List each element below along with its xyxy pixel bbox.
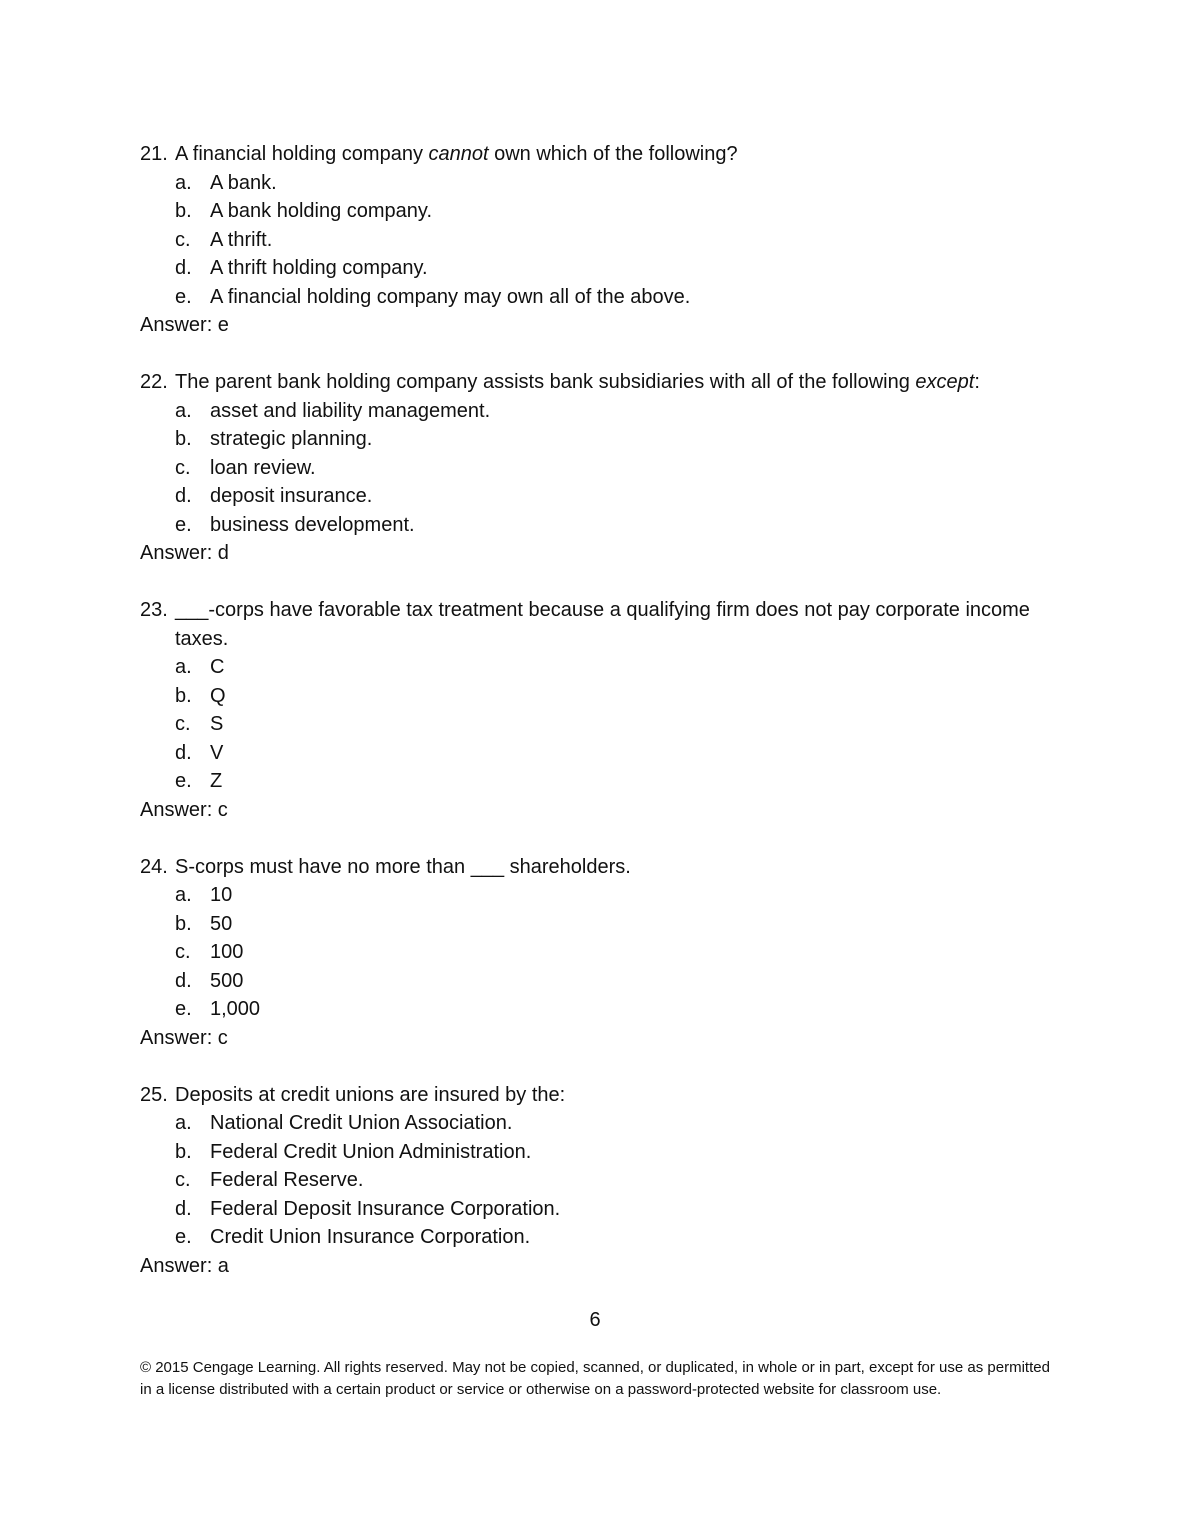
option-text: A thrift. <box>210 228 273 251</box>
option-item <box>140 1138 1050 1167</box>
option-item <box>140 1195 1050 1224</box>
option-letter: d. <box>175 969 192 992</box>
option-letter: b. <box>175 912 192 935</box>
option-letter: a. <box>175 171 192 194</box>
option-text: 500 <box>210 969 244 992</box>
question-stem <box>140 1081 1050 1110</box>
option-letter: a. <box>175 399 192 422</box>
option-item <box>140 910 1050 939</box>
option-item <box>140 397 1050 426</box>
option-text: business development. <box>210 513 415 536</box>
stem-emphasis: cannot <box>428 143 489 165</box>
option-text: A thrift holding company. <box>210 257 428 279</box>
option-text: Q <box>210 684 226 707</box>
option-text: 1,000 <box>210 998 261 1020</box>
option-text: strategic planning. <box>210 428 373 450</box>
option-item <box>140 1223 1050 1252</box>
answer-key: Answer: e <box>140 314 229 336</box>
option-text: 10 <box>210 884 233 906</box>
option-item <box>140 283 1050 312</box>
option-letter: c. <box>175 456 191 479</box>
option-text: deposit insurance. <box>210 485 373 507</box>
option-letter: d. <box>175 257 192 279</box>
option-list <box>140 169 1050 312</box>
answer-key: Answer: a <box>140 1254 229 1277</box>
option-item <box>140 938 1050 967</box>
question-stem <box>140 853 1050 882</box>
option-item <box>140 1166 1050 1195</box>
page-number: 6 <box>589 1309 601 1331</box>
option-item <box>140 197 1050 226</box>
option-text: A bank. <box>210 171 277 194</box>
option-text: 100 <box>210 941 244 963</box>
option-text: V <box>210 741 224 764</box>
option-item <box>140 254 1050 283</box>
option-letter: e. <box>175 1226 192 1248</box>
option-letter: e. <box>175 998 192 1020</box>
question-stem <box>140 596 1050 653</box>
question-number: 22. <box>140 371 168 393</box>
option-letter: a. <box>175 656 192 678</box>
copyright-footer: © 2015 Cengage Learning. All rights reserved. May not be copied, scanned, or duplicated, in whole or in part, except for use as permitted in a license distributed with a certain product or service or otherwise on a password-protected website for classroom use. <box>140 1359 1050 1398</box>
question-number: 21. <box>140 143 168 165</box>
option-item <box>140 425 1050 454</box>
stem-text-end: own which of the following? <box>488 143 738 165</box>
option-text: Federal Deposit Insurance Corporation. <box>210 1197 561 1220</box>
option-letter: e. <box>175 513 192 536</box>
option-text: A financial holding company may own all of the above. <box>210 285 691 308</box>
question-22 <box>140 368 1050 568</box>
stem-text: A financial holding company <box>175 143 429 165</box>
option-text: 50 <box>210 912 233 935</box>
question-number: 23. <box>140 599 168 621</box>
option-item <box>140 169 1050 198</box>
option-item <box>140 1109 1050 1138</box>
option-letter: e. <box>175 285 192 308</box>
answer-key: Answer: c <box>140 798 228 821</box>
option-letter: d. <box>175 1197 192 1220</box>
question-stem <box>140 368 1050 397</box>
option-list <box>140 881 1050 1024</box>
option-text: Federal Reserve. <box>210 1169 364 1191</box>
answer-key: Answer: d <box>140 542 229 564</box>
stem-text-end: : <box>974 371 980 393</box>
question-21 <box>140 140 1050 340</box>
stem-emphasis: except <box>915 371 975 393</box>
stem-text: ___-corps have favorable tax treatment because a qualifying firm does not pay corporate income taxes. <box>175 599 1030 650</box>
question-24 <box>140 853 1050 1053</box>
option-item <box>140 454 1050 483</box>
question-23 <box>140 596 1050 824</box>
question-number: 24. <box>140 855 168 878</box>
option-text: Z <box>210 770 223 792</box>
option-text: Credit Union Insurance Corporation. <box>210 1226 531 1248</box>
option-item <box>140 482 1050 511</box>
option-item <box>140 967 1050 996</box>
option-text: A bank holding company. <box>210 200 433 222</box>
option-letter: b. <box>175 428 192 450</box>
stem-text: S-corps must have no more than ___ shareholders. <box>175 855 631 878</box>
question-stem <box>140 140 1050 169</box>
question-number: 25. <box>140 1083 168 1106</box>
option-text: loan review. <box>210 456 316 479</box>
option-text: National Credit Union Association. <box>210 1112 513 1134</box>
option-letter: a. <box>175 1112 192 1134</box>
option-text: C <box>210 656 225 678</box>
question-25 <box>140 1081 1050 1281</box>
option-letter: b. <box>175 1140 192 1163</box>
option-letter: a. <box>175 884 192 906</box>
option-letter: b. <box>175 684 192 707</box>
option-item <box>140 739 1050 768</box>
stem-text: Deposits at credit unions are insured by the: <box>175 1083 566 1106</box>
stem-text: The parent bank holding company assists bank subsidiaries with all of the following <box>175 371 916 393</box>
option-letter: c. <box>175 713 191 735</box>
option-item <box>140 881 1050 910</box>
answer-key: Answer: c <box>140 1026 228 1049</box>
option-letter: e. <box>175 770 192 792</box>
option-item <box>140 653 1050 682</box>
option-item <box>140 767 1050 796</box>
option-letter: b. <box>175 200 192 222</box>
option-item <box>140 995 1050 1024</box>
option-list <box>140 397 1050 540</box>
option-letter: c. <box>175 1169 191 1191</box>
question-list <box>140 140 1050 1309</box>
option-text: Federal Credit Union Administration. <box>210 1140 532 1163</box>
option-letter: c. <box>175 228 191 251</box>
option-item <box>140 710 1050 739</box>
option-list <box>140 653 1050 796</box>
option-item <box>140 511 1050 540</box>
option-letter: d. <box>175 741 192 764</box>
option-letter: c. <box>175 941 191 963</box>
option-item <box>140 226 1050 255</box>
option-text: asset and liability management. <box>210 399 491 422</box>
option-item <box>140 682 1050 711</box>
option-letter: d. <box>175 485 192 507</box>
option-text: S <box>210 713 224 735</box>
option-list <box>140 1109 1050 1252</box>
